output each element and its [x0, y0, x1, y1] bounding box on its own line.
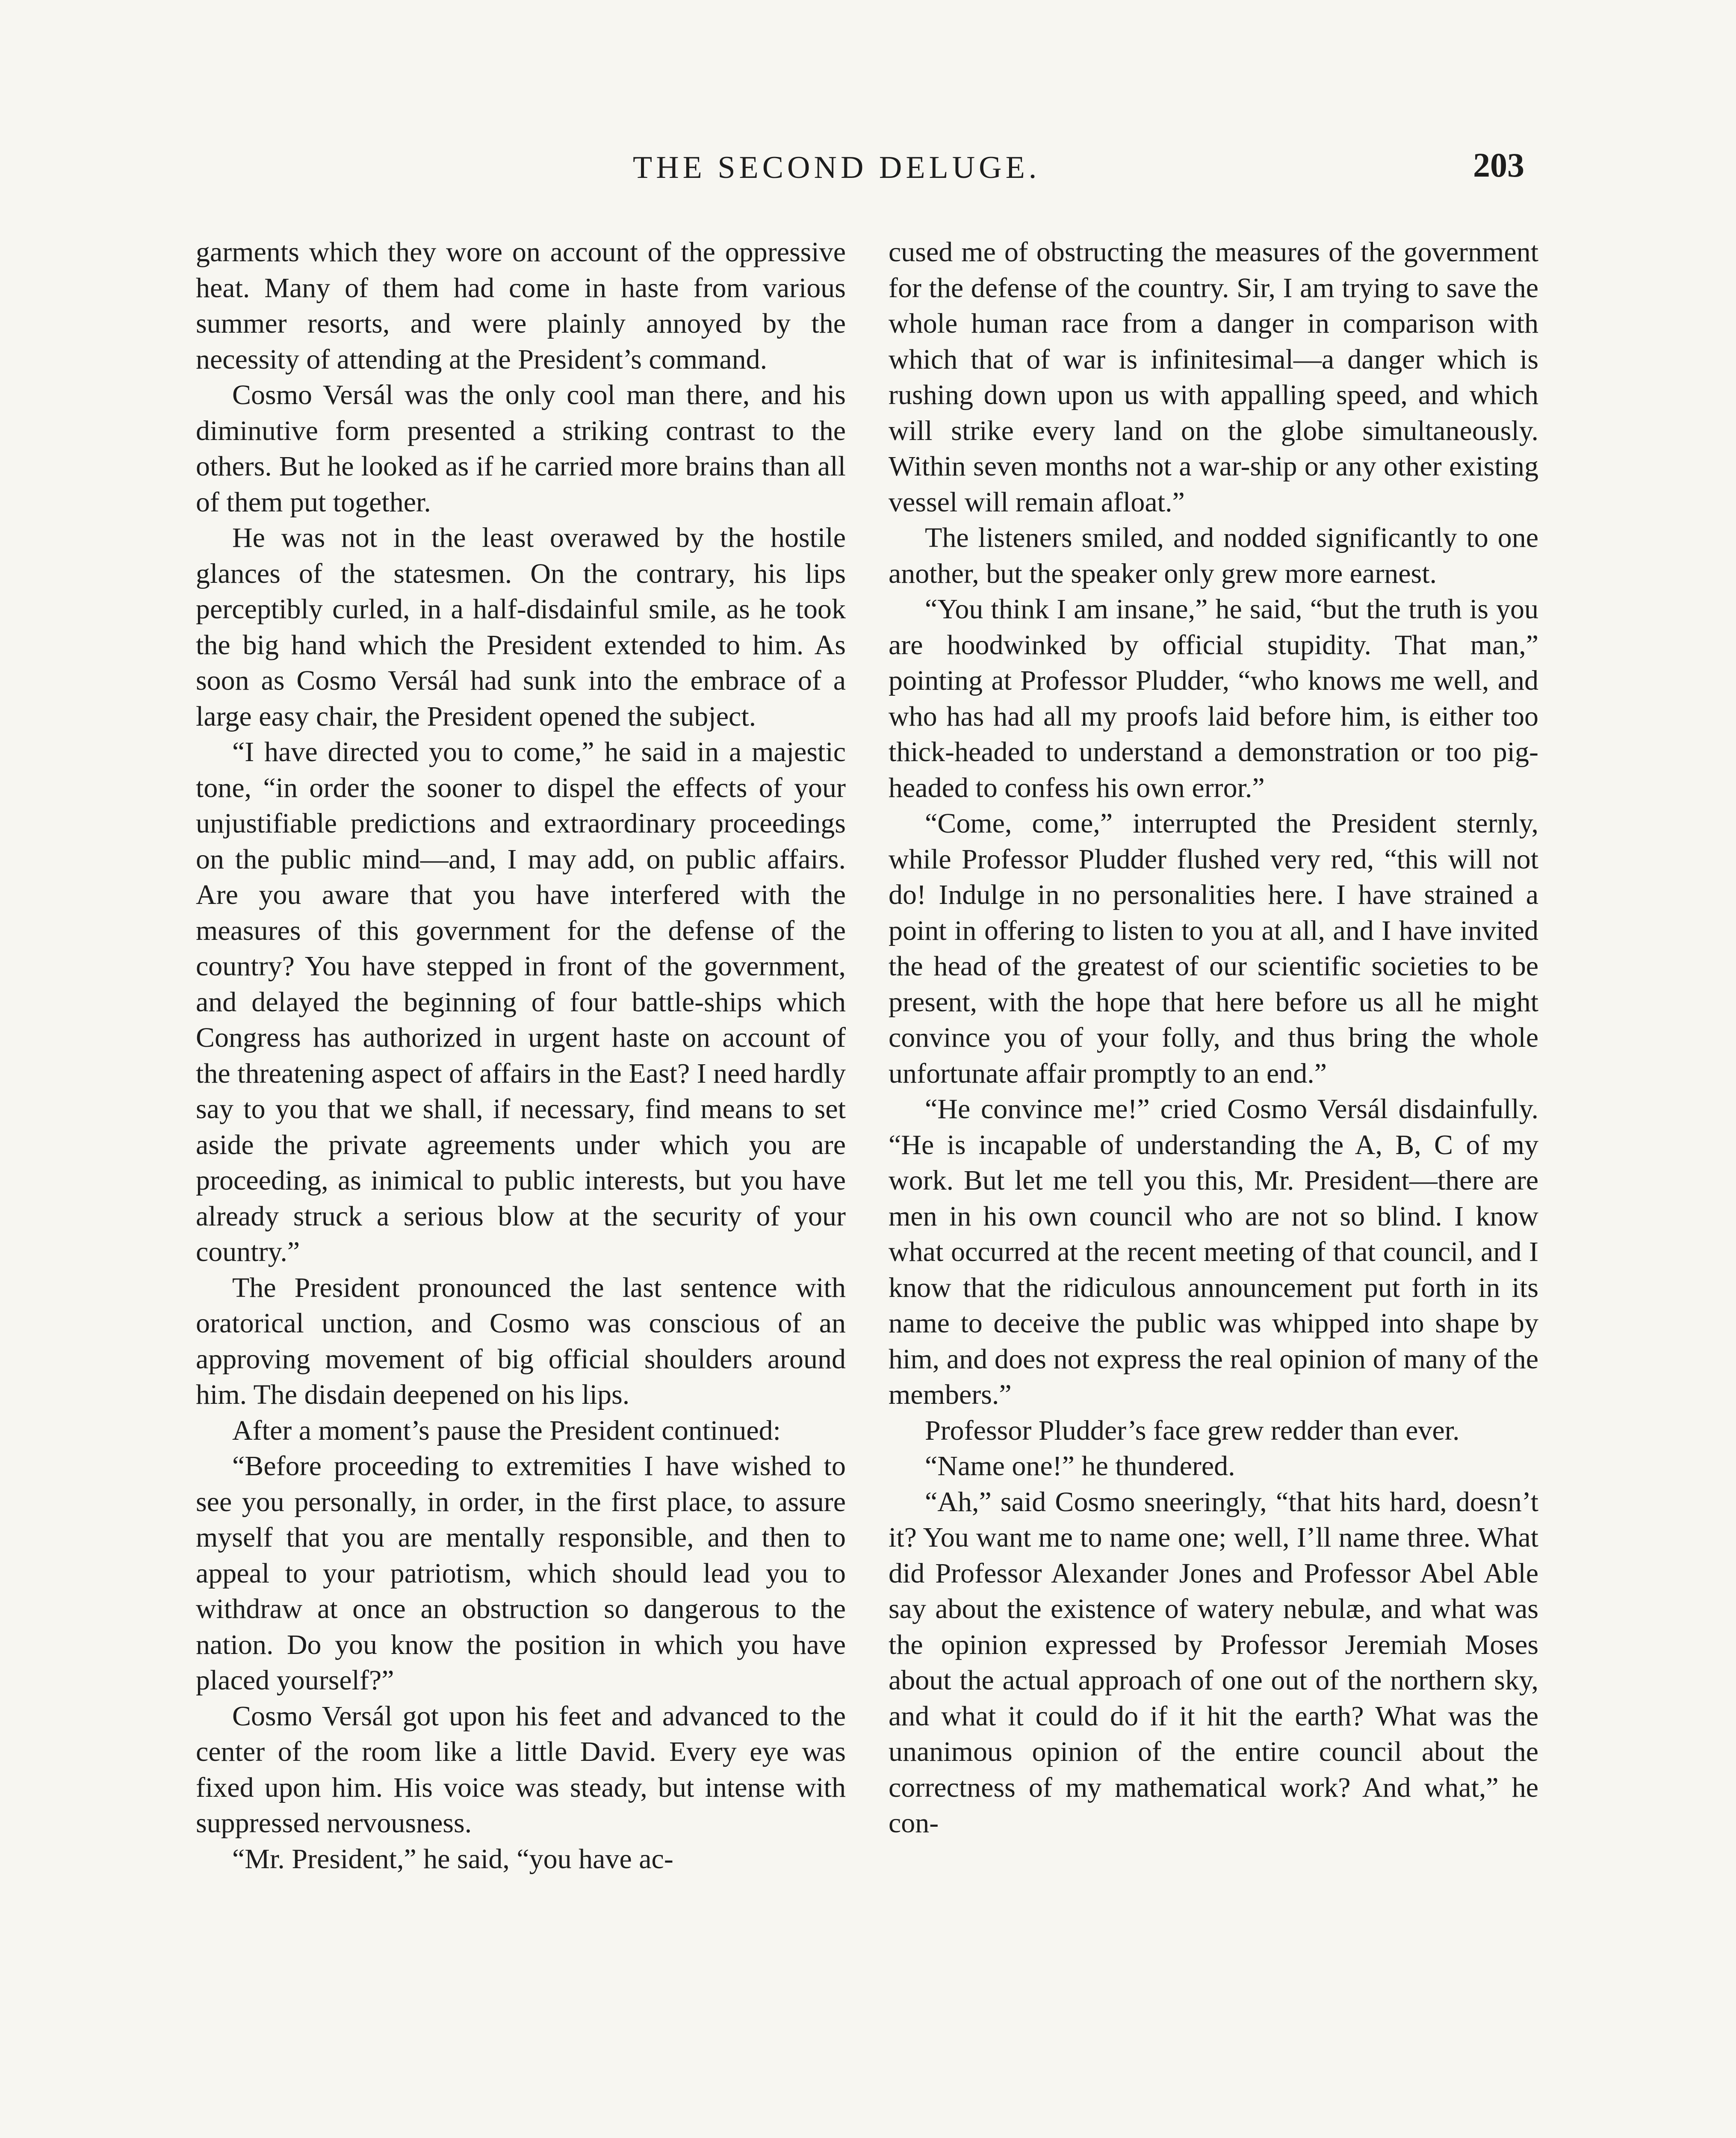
- paragraph: “Come, come,” interrupted the President sternly, while Professor Pludder flushed very red, “this will not do! Indulge in no personalities here. I have strained a point in offering to listen to you at all, and I have invited the head of the greatest of our scientific societies to be present, with the hope that here before us all he might convince you of your folly, and thus bring the whole unfortunate affair promptly to an end.”: [889, 808, 1538, 1089]
- paragraph: The listeners smiled, and nodded significantly to one another, but the speaker only grew more earnest.: [889, 522, 1538, 589]
- running-head: THE SECOND DELUGE.: [633, 150, 1041, 185]
- page-number: 203: [1473, 147, 1524, 184]
- paragraph: “Before proceeding to extremities I have wished to see you personally, in order, in the first place, to assure myself that you are mentally responsible, and then to appeal to your patriotism, which should lead you to withdraw at once an obstruction so dangerous to the nation. Do you know the position in which you have placed yourself?”: [196, 1450, 846, 1696]
- paragraph: “I have directed you to come,” he said in a majestic tone, “in order the sooner to dispel the effects of your unjustifiable predictions and extraordinary proceedings on the public mind—and, I may add, on public affairs. Are you aware that you have interfered with the measures of this government for the defense of the country? You have stepped in front of the government, and delayed the beginning of four battle-ships which Congress has authorized in urgent haste on account of the threatening aspect of affairs in the East? I need hardly say to you that we shall, if necessary, find means to set aside the private agreements under which you are proceeding, as inimical to public interests, but you have already struck a serious blow at the security of your country.”: [196, 736, 846, 1267]
- paragraph: Professor Pludder’s face grew redder than ever.: [925, 1415, 1460, 1446]
- paragraph: Cosmo Versál got upon his feet and advanced to the center of the room like a little David. Every eye was fixed upon him. His voice was steady, but intense with suppressed nervousness.: [196, 1700, 846, 1839]
- paragraph: “Ah,” said Cosmo sneeringly, “that hits hard, doesn’t it? You want me to name one; well, I’ll name three. What did Professor Alexander Jones and Professor Abel Able say about the existence of watery nebulæ, and what was the opinion expressed by Professor Jeremiah Moses about the actual approach of one out of the northern sky, and what it could do if it hit the earth? What was the unanimous opinion of the entire council about the correctness of my mathematical work? And what,” he con-: [889, 1486, 1538, 1839]
- paragraph: The President pronounced the last sentence with oratorical unction, and Cosmo was conscious of an approving movement of big official shoulders around him. The disdain deepened on his lips.: [196, 1272, 846, 1410]
- paragraph: He was not in the least overawed by the hostile glances of the statesmen. On the contrary, his lips perceptibly curled, in a half-disdainful smile, as he took the big hand which the President extended to him. As soon as Cosmo Versál had sunk into the embrace of a large easy chair, the President opened the subject.: [196, 522, 846, 732]
- paragraph: “Mr. President,” he said, “you have ac-: [232, 1843, 673, 1875]
- paragraph: Cosmo Versál was the only cool man there, and his diminutive form presented a striking contrast to the others. But he looked as if he carried more brains than all of them put together.: [196, 379, 846, 518]
- right-column: [889, 234, 1538, 1841]
- left-column: [196, 234, 846, 1877]
- paragraph: garments which they wore on account of the oppressive heat. Many of them had come in haste from various summer resorts, and were plainly annoyed by the necessity of attending at the President’s command.: [196, 236, 846, 375]
- paragraph: “You think I am insane,” he said, “but the truth is you are hoodwinked by official stupidity. That man,” pointing at Professor Pludder, “who knows me well, and who has had all my proofs laid before him, is either too thick-headed to understand a demonstration or too pig-headed to confess his own error.”: [889, 594, 1538, 803]
- paragraph: After a moment’s pause the President continued:: [232, 1415, 781, 1446]
- paragraph: cused me of obstructing the measures of the government for the defense of the country. Sir, I am trying to save the whole human race from a danger in comparison with which that of war is infinitesimal—a danger which is rushing down upon us with appalling speed, and which will strike every land on the globe simultaneously. Within seven months not a war-ship or any other existing vessel will remain afloat.”: [889, 236, 1538, 518]
- paragraph: “Name one!” he thundered.: [925, 1450, 1235, 1482]
- paragraph: “He convince me!” cried Cosmo Versál disdainfully. “He is incapable of understanding the A, B, C of my work. But let me tell you this, Mr. President—there are men in his own council who are not so blind. I know what occurred at the recent meeting of that council, and I know that the ridiculous announcement put forth in its name to deceive the public was whipped into shape by him, and does not express the real opinion of many of the members.”: [889, 1093, 1538, 1410]
